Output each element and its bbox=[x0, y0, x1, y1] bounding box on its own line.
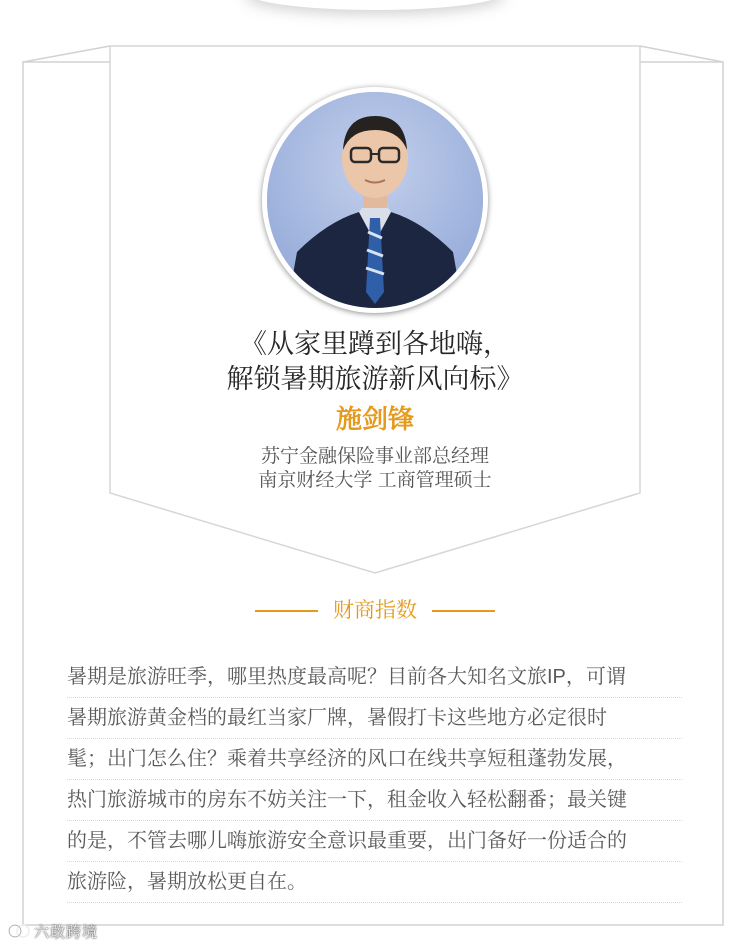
body-line: 的是，不管去哪儿嗨旅游安全意识最重要，出门备好一份适合的 bbox=[67, 821, 682, 862]
body-line: 旅游险，暑期放松更自在。 bbox=[67, 862, 682, 903]
speaker-name: 施剑锋 bbox=[335, 404, 414, 434]
heading-divider-right bbox=[432, 610, 495, 612]
speaker-avatar bbox=[267, 92, 483, 308]
watermark-text: 六敢跨境 bbox=[34, 923, 99, 941]
watermark-logo-icon bbox=[8, 922, 30, 940]
article-title-line2: 解锁暑期旅游新风向标》 bbox=[226, 364, 524, 394]
section-heading bbox=[0, 596, 750, 626]
article-title-line1: 《从家里蹲到各地嗨， bbox=[240, 329, 510, 359]
speaker-avatar-frame bbox=[262, 87, 488, 313]
speaker-role-line1: 苏宁金融保险事业部总经理 bbox=[260, 446, 489, 467]
body-line: 髦；出门怎么住？乘着共享经济的风口在线共享短租蓬勃发展， bbox=[67, 739, 682, 780]
speaker-role-line2: 南京财经大学 工商管理硕士 bbox=[258, 470, 492, 491]
speaker-portrait-photo bbox=[267, 92, 483, 308]
body-line: 暑期旅游黄金档的最红当家厂牌，暑假打卡这些地方必定很时 bbox=[67, 698, 682, 739]
heading-divider-left bbox=[255, 610, 318, 612]
section-title: 财商指数 bbox=[333, 599, 417, 622]
watermark bbox=[8, 920, 98, 942]
section-body bbox=[67, 657, 682, 903]
body-line: 热门旅游城市的房东不妨关注一下，租金收入轻松翻番；最关键 bbox=[67, 780, 682, 821]
body-line: 暑期是旅游旺季，哪里热度最高呢？目前各大知名文旅IP，可谓 bbox=[67, 657, 682, 698]
